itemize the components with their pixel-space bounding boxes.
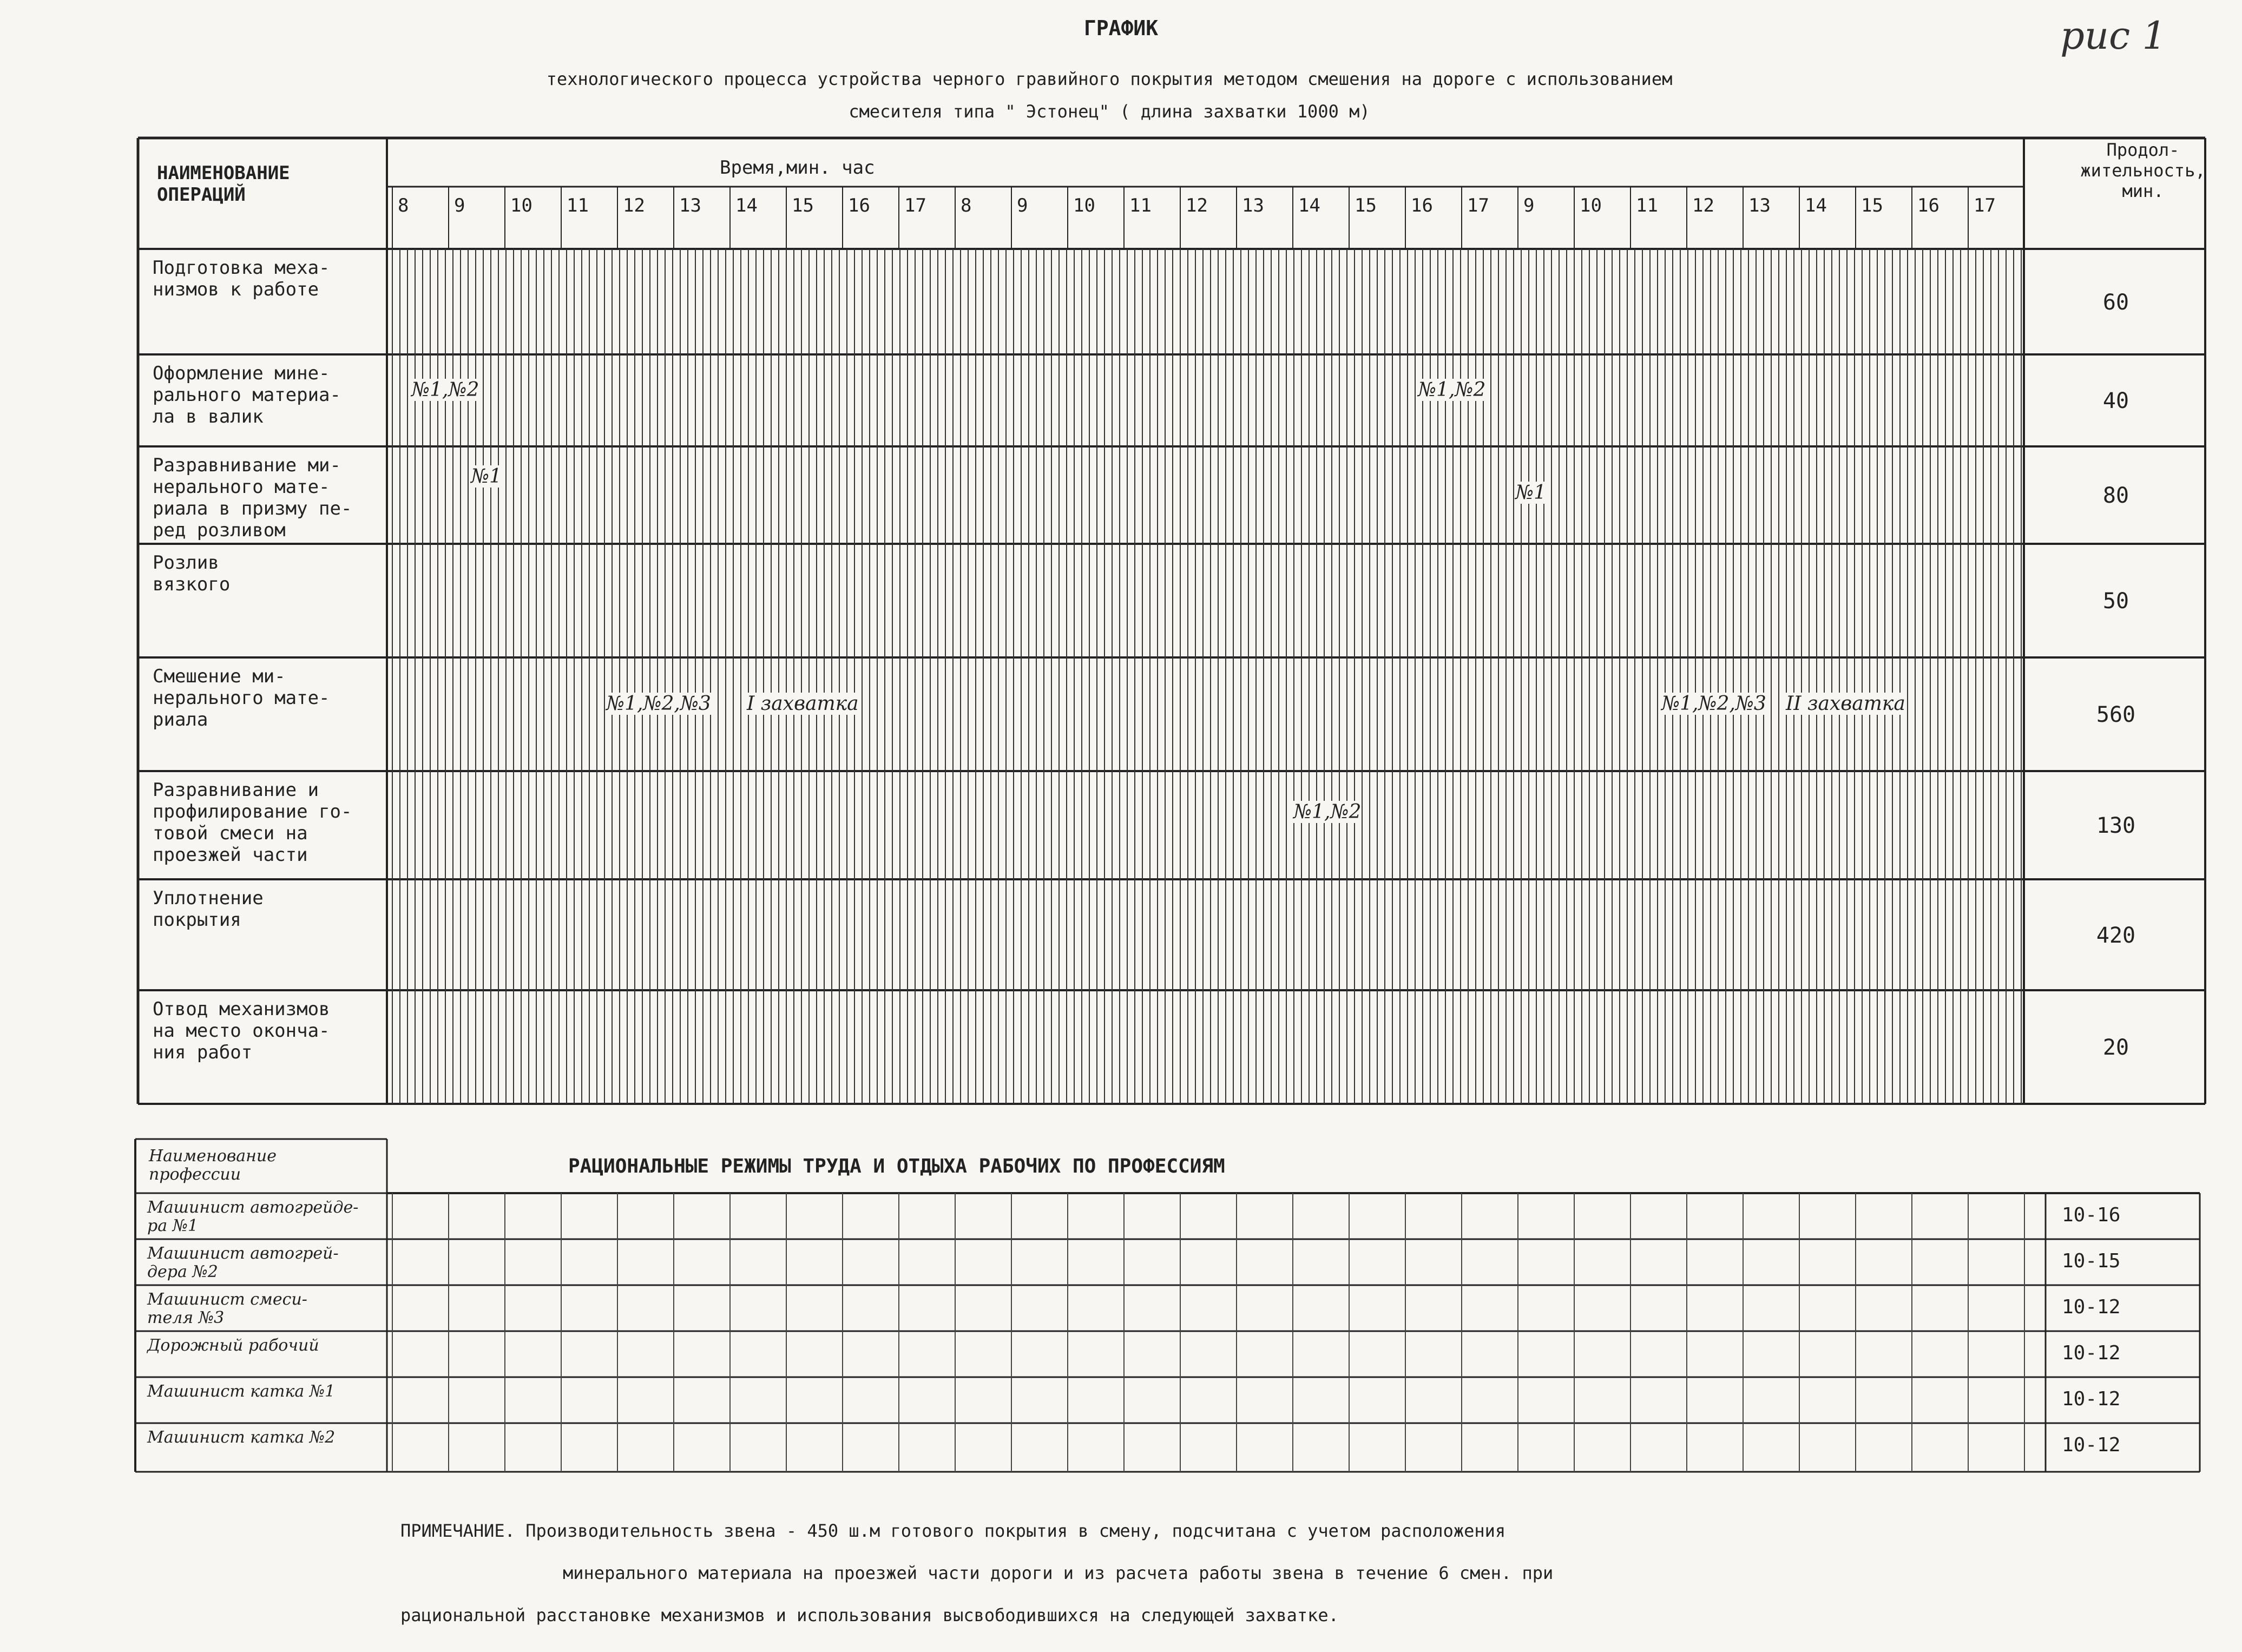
time-tick-label: 15 — [1861, 195, 1883, 216]
time-tick-label: 16 — [848, 195, 870, 216]
time-tick-label: 11 — [1636, 195, 1658, 216]
chart-title: ГРАФИК — [1083, 16, 1159, 40]
time-tick-label: 10 — [510, 195, 532, 216]
profession-regime: 10-12 — [2062, 1342, 2121, 1364]
profession-name: Машинист катка №1 — [147, 1382, 336, 1401]
operation-annotation: №1,№2 — [1418, 379, 1486, 401]
profession-name: Машинист автогрейде- ра №1 — [147, 1198, 359, 1235]
time-tick-label: 14 — [735, 195, 758, 216]
profession-regime: 10-16 — [2062, 1204, 2121, 1226]
time-tick-label: 17 — [1467, 195, 1489, 216]
operation-name: Разравнивание ми- нерального мате- риала в призму пе- ред розливом — [153, 455, 352, 541]
operation-name: Подготовка меха- низмов к работе — [153, 257, 330, 300]
figure-label: рис 1 — [2060, 14, 2166, 58]
time-tick-label: 15 — [792, 195, 814, 216]
chart-subtitle-line1: технологического процесса устройства черного гравийного покрытия методом смешения на дороге с использованием — [546, 69, 1673, 89]
duration-column-header: Продол- жительность, мин. — [2080, 140, 2206, 201]
operation-duration: 40 — [2102, 389, 2129, 413]
profession-regime: 10-12 — [2062, 1388, 2121, 1410]
time-tick-label: 9 — [454, 195, 465, 216]
work-rest-regimes-title: РАЦИОНАЛЬНЫЕ РЕЖИМЫ ТРУДА И ОТДЫХА РАБОЧИХ ПО ПРОФЕССИЯМ — [568, 1155, 1225, 1177]
time-axis-header: Время,мин. час — [720, 157, 875, 179]
time-tick-label: 12 — [1186, 195, 1208, 216]
operation-name: Оформление мине- рального материа- ла в валик — [153, 363, 341, 427]
time-tick-label: 13 — [679, 195, 701, 216]
operation-name: Разравнивание и профилирование го- товой смеси на проезжей части — [153, 779, 352, 866]
time-tick-label: 10 — [1073, 195, 1095, 216]
operation-name: Отвод механизмов на место оконча- ния работ — [153, 998, 330, 1063]
time-tick-label: 9 — [1523, 195, 1535, 216]
note-line1: Производительность звена - 450 ш.м готового покрытия в смену, подсчитана с учетом расположения — [525, 1521, 1506, 1541]
operation-duration: 60 — [2102, 289, 2129, 315]
operation-name: Уплотнение покрытия — [153, 887, 264, 931]
note-line3: рациональной расстановке механизмов и использования высвободившихся на следующей захватке. — [400, 1605, 1339, 1625]
time-tick-label: 11 — [567, 195, 589, 216]
time-tick-label: 13 — [1748, 195, 1771, 216]
operation-duration: 50 — [2102, 589, 2129, 614]
time-tick-label: 17 — [1974, 195, 1996, 216]
operation-annotation: №1,№2 — [411, 379, 479, 401]
time-tick-label: 13 — [1242, 195, 1264, 216]
time-tick-label: 15 — [1355, 195, 1377, 216]
profession-name: Машинист автогрей- дера №2 — [147, 1244, 339, 1281]
operations-column-header: НАИМЕНОВАНИЕ ОПЕРАЦИЙ — [157, 162, 290, 206]
profession-name: Машинист смеси- теля №3 — [147, 1290, 307, 1327]
operation-annotation: II захватка — [1786, 693, 1905, 715]
profession-regime: 10-15 — [2062, 1250, 2121, 1272]
note-line2: минерального материала на проезжей части дороги и из расчета работы звена в течение 6 смен. при — [563, 1563, 1554, 1583]
operation-annotation: №1,№2,№3 — [1661, 693, 1766, 715]
time-tick-label: 14 — [1805, 195, 1827, 216]
operation-annotation: №1 — [1515, 482, 1546, 504]
operation-annotation: №1,№2,№3 — [606, 693, 711, 715]
time-tick-label: 16 — [1411, 195, 1433, 216]
profession-regime: 10-12 — [2062, 1296, 2121, 1318]
operation-name: Розлив вязкого — [153, 552, 231, 595]
time-tick-label: 8 — [398, 195, 409, 216]
operation-name: Смешение ми- нерального мате- риала — [153, 666, 330, 730]
operation-duration: 80 — [2102, 483, 2129, 508]
time-tick-label: 12 — [1692, 195, 1714, 216]
time-tick-label: 12 — [623, 195, 645, 216]
chart-subtitle-line2: смесителя типа " Эстонец" ( длина захватки 1000 м) — [849, 101, 1370, 122]
operation-duration: 420 — [2096, 923, 2136, 948]
profession-column-header: Наименование профессии — [149, 1147, 277, 1184]
time-tick-label: 14 — [1298, 195, 1320, 216]
time-tick-label: 9 — [1017, 195, 1028, 216]
time-tick-label: 8 — [961, 195, 972, 216]
footnote — [400, 1510, 1916, 1636]
profession-name: Дорожный рабочий — [147, 1336, 319, 1355]
operation-duration: 130 — [2096, 813, 2136, 838]
note-label: ПРИМЕЧАНИЕ. — [400, 1521, 515, 1541]
operation-annotation: №1 — [471, 465, 502, 488]
time-tick-label: 16 — [1917, 195, 1939, 216]
profession-name: Машинист катка №2 — [147, 1428, 336, 1447]
operation-annotation: №1,№2 — [1293, 801, 1362, 823]
time-tick-label: 10 — [1580, 195, 1602, 216]
operation-duration: 20 — [2102, 1035, 2129, 1060]
time-tick-label: 17 — [904, 195, 926, 216]
time-tick-label: 11 — [1129, 195, 1152, 216]
profession-regime: 10-12 — [2062, 1434, 2121, 1456]
operation-duration: 560 — [2096, 702, 2136, 727]
operation-annotation: I захватка — [747, 693, 859, 715]
